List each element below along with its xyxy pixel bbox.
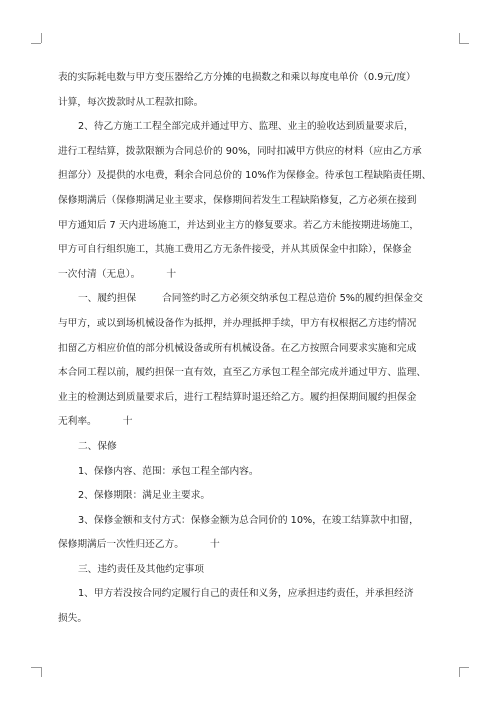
crop-mark-top-left-h — [31, 43, 41, 44]
text-line: 1、保修内容、范围：承包工程全部内容。 — [78, 465, 259, 477]
text-line: 2、保修期限：满足业主要求。 — [78, 490, 211, 502]
text-line: 无利率。 十 — [58, 416, 133, 428]
text-line: 甲方可自行组织施工，其施工费用乙方无条件接受，并从其质保金中扣除），保修金 — [58, 244, 412, 256]
crop-mark-top-left-v — [41, 33, 42, 43]
section-heading: 一、履约担保 — [78, 293, 137, 305]
text-line: 表的实际耗电数与甲方变压器给乙方分摊的电损数之和乘以每度电单价（0.9元/度） — [58, 72, 416, 83]
crop-mark-bottom-right-h — [459, 667, 469, 668]
crop-mark-top-right-h — [459, 43, 469, 44]
crop-mark-bottom-right-v — [459, 667, 460, 677]
text-line: 1、甲方若没按合同约定履行自己的责任和义务，应承担违约责任，并承担经济 — [78, 588, 414, 600]
section-heading: 三、违约责任及其他约定事项 — [78, 563, 204, 575]
text-line: 保修期满后（保修期满足业主要求，保修期间若发生工程缺陷修复，乙方必须在接到 — [58, 194, 417, 206]
section-heading-line: 一、履约担保 合同签约时乙方必须交纳承包工程总造价 5%的履约担保金交 — [78, 293, 423, 305]
text-line: 损失。 — [58, 613, 88, 625]
text-line: 担部分）及提供的水电费，剩余合同总价的 10%作为保修金。待承包工程缺陷责任期、 — [58, 170, 432, 182]
text-line: 保修期满后一次性归还乙方。 十 — [58, 539, 220, 551]
suffix-mark: 十 — [166, 268, 177, 280]
document-body — [58, 66, 450, 632]
text-line: 业主的检测达到质量要求后，进行工程结算时退还给乙方。履约担保期间履约担保金 — [58, 391, 417, 403]
crop-mark-top-right-v — [459, 33, 460, 43]
text-line: 2、待乙方施工工程全部完成并通过甲方、监理、业主的验收达到质量要求后， — [78, 121, 414, 133]
text-line: 计算，每次拨款时从工程款扣除。 — [58, 96, 204, 108]
text-line: 进行工程结算，拨款限额为合同总价的 90%，同时扣减甲方供应的材料（应由乙方承 — [58, 145, 422, 157]
text-line: 甲方通知后 7 天内进场施工，并达到业主方的修复要求。若乙方未能按期进场施工， — [58, 219, 420, 231]
section-heading: 二、保修 — [78, 440, 117, 452]
text-line: 与甲方，或以到场机械设备作为抵押，并办理抵押手续，甲方有权根据乙方违约情况 — [58, 317, 417, 329]
text-line: 3、保修金额和支付方式：保修金额为总合同价的 10%，在竣工结算款中扣留， — [78, 514, 419, 526]
crop-mark-bottom-left-v — [41, 667, 42, 677]
text-line: 扣留乙方相应价值的部分机械设备或所有机械设备。在乙方按照合同要求实施和完成 — [58, 342, 417, 354]
text-line: 本合同工程以前，履约担保一直有效，直至乙方承包工程全部完成并通过甲方、监理、 — [58, 367, 427, 379]
crop-mark-bottom-left-h — [31, 667, 41, 668]
suffix-mark: 十 — [209, 539, 220, 551]
text-line: 一次付清（无息）。 十 — [58, 268, 177, 280]
suffix-mark: 十 — [122, 416, 133, 428]
